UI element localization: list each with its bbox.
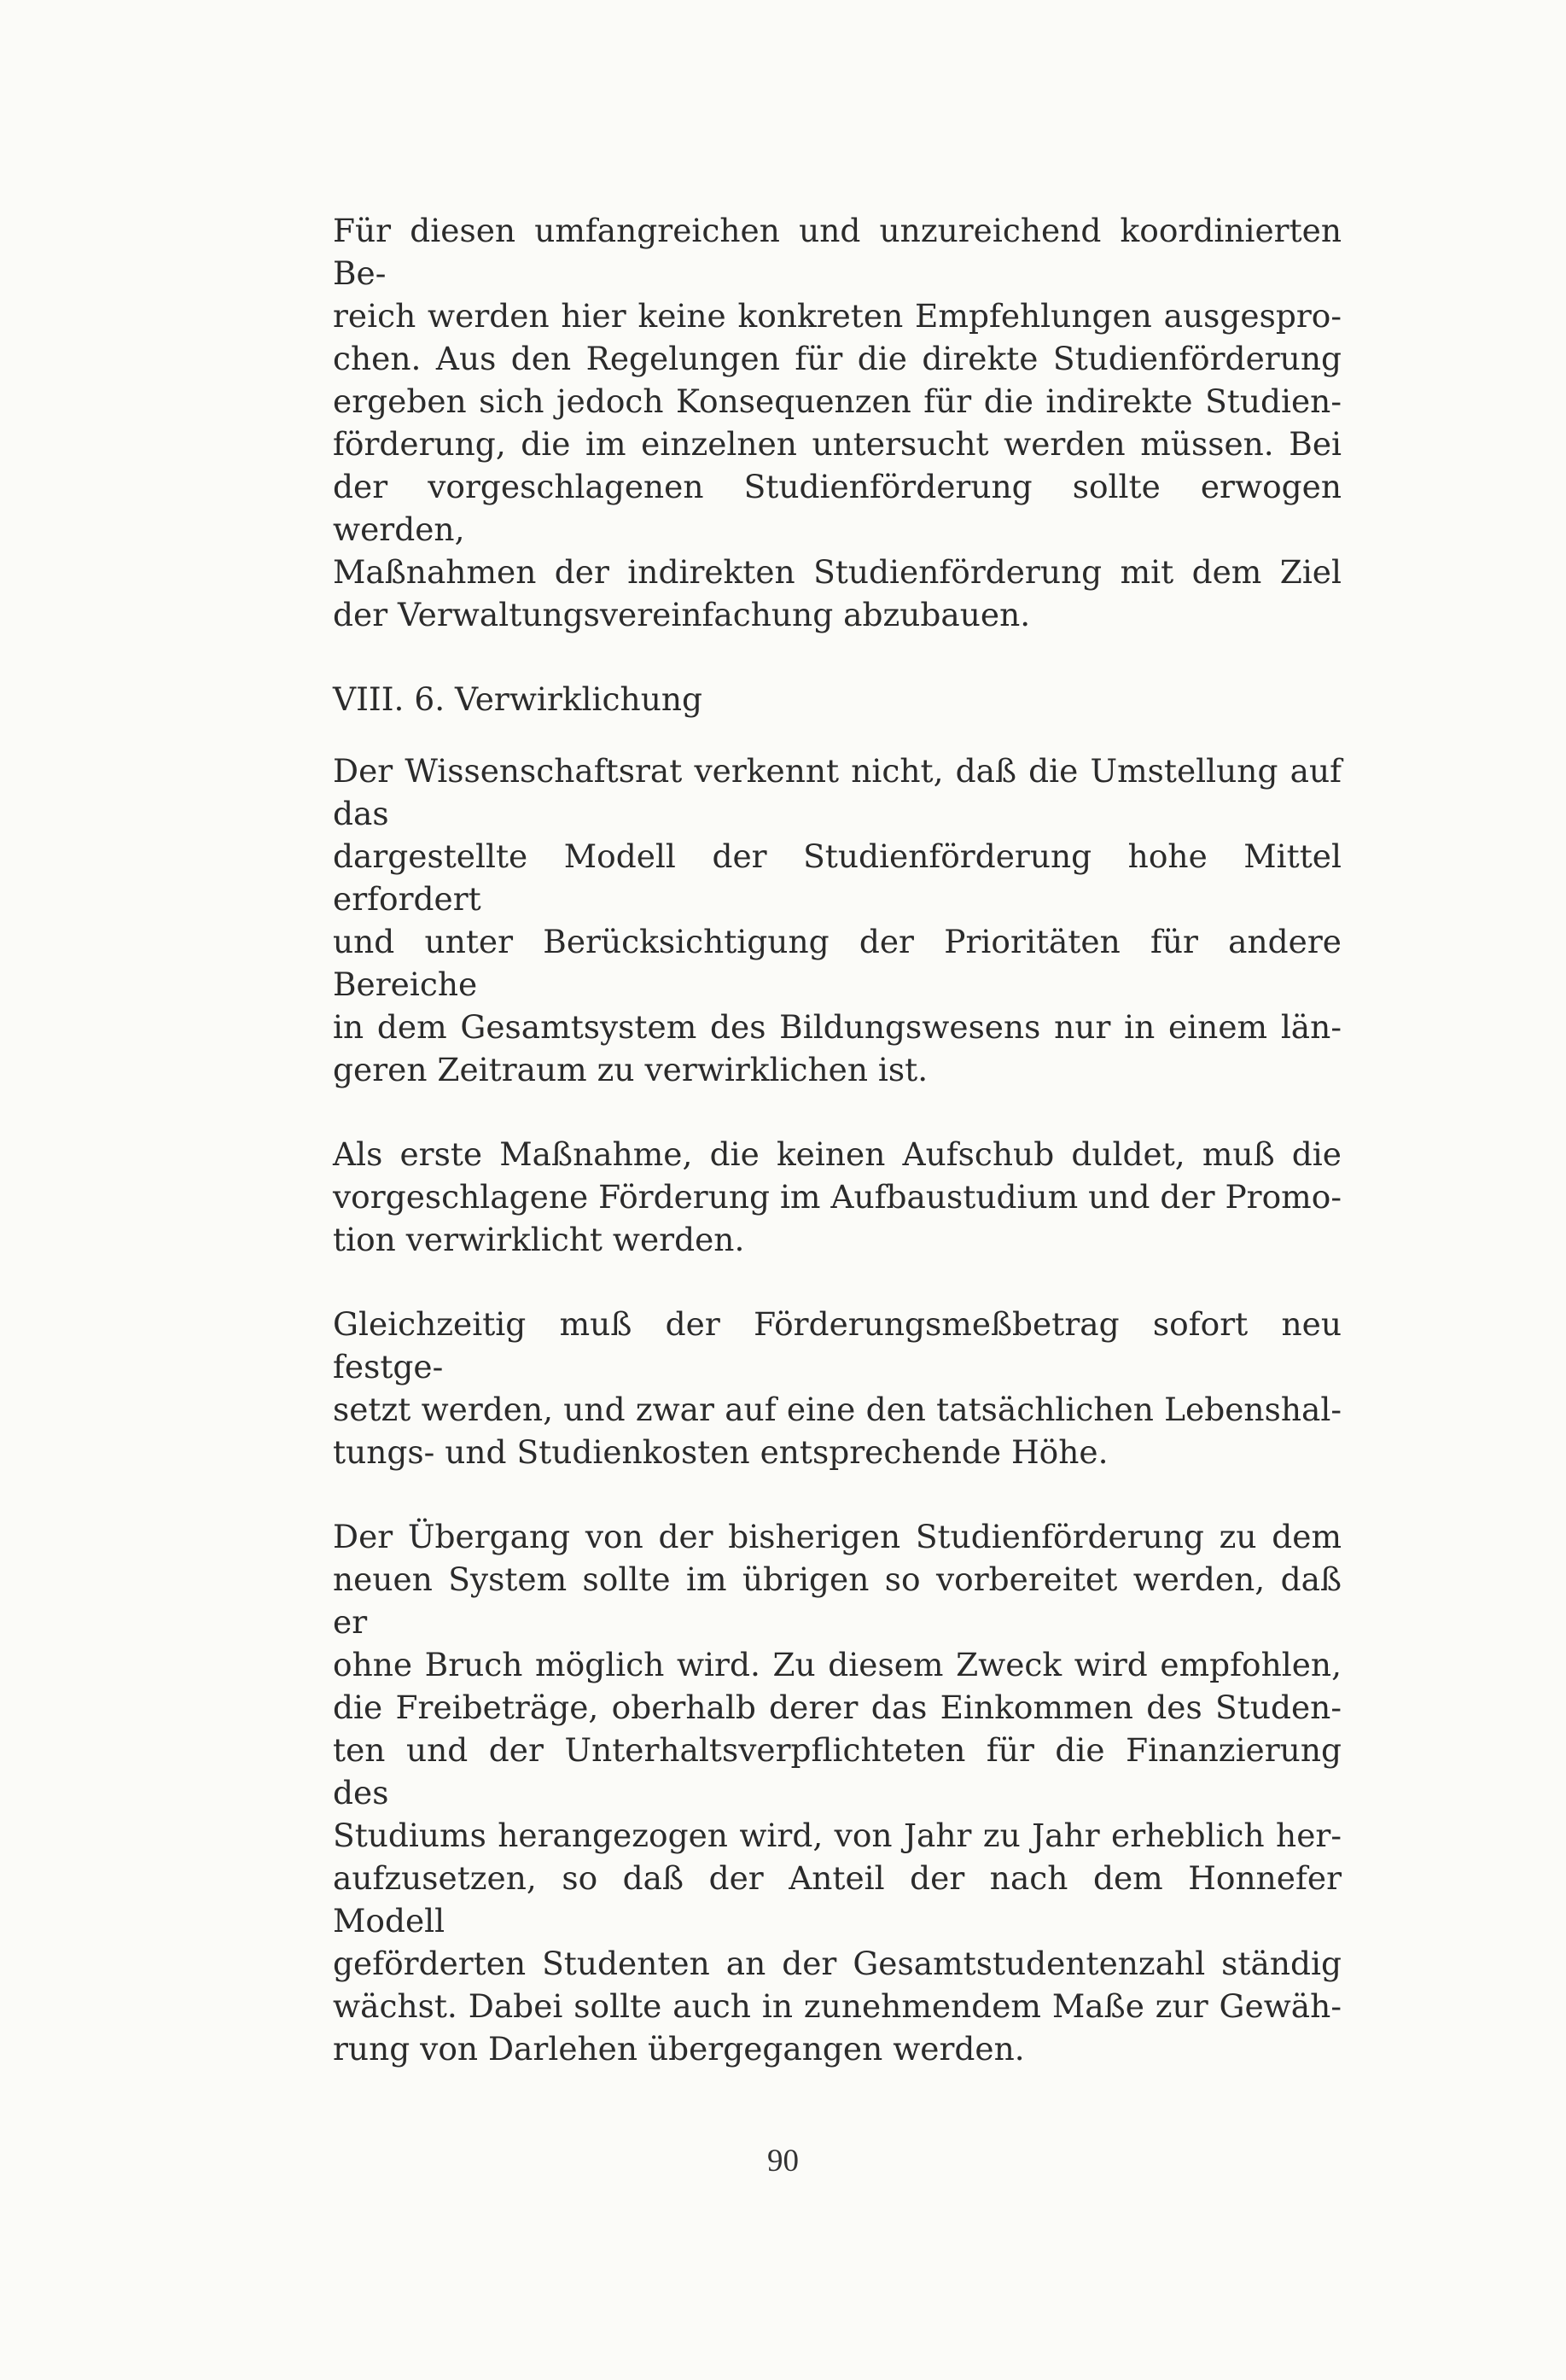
section-heading: VIII. 6. Verwirklichung bbox=[333, 680, 703, 718]
paragraph-funding-amount bbox=[333, 1303, 1342, 1473]
text-line: Studiums herangezogen wird, von Jahr zu Jahr erheblich her- bbox=[333, 1817, 1342, 1854]
text-line: der vorgeschlagenen Studienförderung sollte erwogen werden, bbox=[333, 468, 1342, 548]
text-line: setzt werden, und zwar auf eine den tatsächlichen Lebenshal- bbox=[333, 1391, 1342, 1428]
text-line: Der Übergang von der bisherigen Studienförderung zu dem bbox=[333, 1518, 1342, 1555]
paragraph-costs bbox=[333, 750, 1342, 1091]
text-line: Maßnahmen der indirekten Studienförderung mit dem Ziel bbox=[333, 553, 1342, 591]
text-line: die Freibeträge, oberhalb derer das Einkommen des Studen- bbox=[333, 1689, 1342, 1726]
text-line: ten und der Unterhaltsverpflichteten für die Finanzierung des bbox=[333, 1731, 1342, 1811]
text-line: und unter Berücksichtigung der Prioritäten für andere Bereiche bbox=[333, 923, 1342, 1003]
text-line: förderung, die im einzelnen untersucht werden müssen. Bei bbox=[333, 425, 1342, 463]
text-line: Gleichzeitig muß der Förderungsmeßbetrag sofort neu festge- bbox=[333, 1305, 1342, 1385]
page-number: 90 bbox=[767, 2144, 799, 2179]
text-line: vorgeschlagene Förderung im Aufbaustudium und der Promo- bbox=[333, 1178, 1342, 1216]
text-line: Als erste Maßnahme, die keinen Aufschub duldet, muß die bbox=[333, 1135, 1342, 1173]
paragraph-first-measure bbox=[333, 1133, 1342, 1261]
text-line: tungs- und Studienkosten entsprechende Höhe. bbox=[333, 1433, 1109, 1471]
text-line: ergeben sich jedoch Konsequenzen für die indirekte Studien- bbox=[333, 382, 1342, 420]
text-line: dargestellte Modell der Studienförderung hohe Mittel erfordert bbox=[333, 837, 1342, 918]
text-line: Für diesen umfangreichen und unzureichend koordinierten Be- bbox=[333, 212, 1342, 292]
text-line: wächst. Dabei sollte auch in zunehmendem Maße zur Gewäh- bbox=[333, 1987, 1342, 2025]
text-line: geren Zeitraum zu verwirklichen ist. bbox=[333, 1051, 929, 1088]
text-line: tion verwirklicht werden. bbox=[333, 1221, 745, 1258]
text-line: in dem Gesamtsystem des Bildungswesens nur in einem län- bbox=[333, 1008, 1342, 1046]
text-line: rung von Darlehen übergegangen werden. bbox=[333, 2030, 1025, 2068]
text-line: Der Wissenschaftsrat verkennt nicht, daß die Umstellung auf das bbox=[333, 752, 1342, 832]
text-line: neuen System sollte im übrigen so vorbereitet werden, daß er bbox=[333, 1560, 1342, 1641]
paragraph-indirect-funding bbox=[333, 209, 1342, 636]
text-line: reich werden hier keine konkreten Empfehlungen ausgespro- bbox=[333, 297, 1342, 335]
text-line: ohne Bruch möglich wird. Zu diesem Zweck wird empfohlen, bbox=[333, 1646, 1342, 1683]
text-line: der Verwaltungsvereinfachung abzubauen. bbox=[333, 596, 1031, 633]
body-text bbox=[333, 209, 1342, 2112]
text-line: chen. Aus den Regelungen für die direkte Studienförderung bbox=[333, 340, 1342, 377]
text-line: aufzusetzen, so daß der Anteil der nach dem Honnefer Modell bbox=[333, 1859, 1342, 1940]
text-line: geförderten Studenten an der Gesamtstudentenzahl ständig bbox=[333, 1945, 1342, 1982]
paragraph-transition bbox=[333, 1515, 1342, 2070]
